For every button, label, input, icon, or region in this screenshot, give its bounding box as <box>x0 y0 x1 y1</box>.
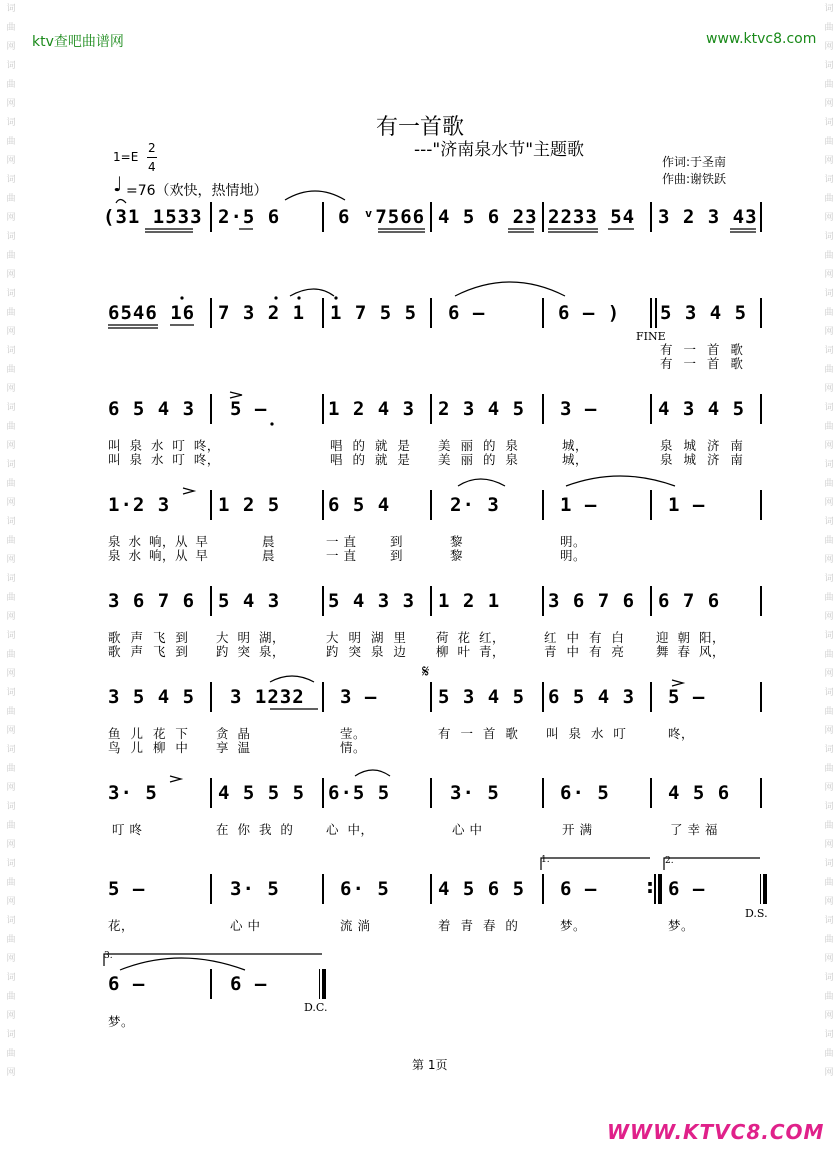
side-watermark-left: 词曲网词曲网词曲网词曲网词曲网词曲网词曲网词曲网词曲网词曲网词曲网词曲网词曲网词曲网词曲网词曲网词曲网词曲网词曲网 <box>6 4 16 1078</box>
volta-bracket <box>541 858 650 870</box>
tie-curve <box>120 958 245 970</box>
fine-marking: FINE <box>636 330 666 343</box>
measure-notes: 4 3 4 5 <box>658 398 746 420</box>
lyric-line-1: 贪 晶 <box>216 726 251 741</box>
measure-notes: 6 5 4 <box>328 494 391 516</box>
lyric-line-1: 在 你 我 的 <box>216 822 294 837</box>
lyric-line-1: 迎 朝 阳， <box>656 630 725 645</box>
measure-notes: 5 – <box>668 686 706 708</box>
measure-notes: 6 – <box>448 302 486 324</box>
measure-notes: 7 3 2 1 <box>218 302 306 324</box>
measure-notes: 3· 5 <box>450 782 500 804</box>
lyric-line-2: 唱 的 就 是 <box>330 452 411 467</box>
lyric-line-1: 开 满 <box>562 822 593 837</box>
lyric-line-1: 城， <box>562 438 589 453</box>
measure-notes: 6 ᵛ7566 <box>338 206 426 228</box>
tie-curve <box>290 289 334 296</box>
measure-notes: 2233 54 <box>548 206 636 228</box>
lyric-line-1: 唱 的 就 是 <box>330 438 411 453</box>
measure-notes: 1 2 1 <box>438 590 501 612</box>
lyric-line-1: 叫 泉 水 叮 <box>546 726 627 741</box>
lyric-line-1: 有 一 首 歌 <box>660 342 744 357</box>
measure-notes: 3 6 7 6 <box>108 590 196 612</box>
measure-notes: 6 7 6 <box>658 590 721 612</box>
lyric-line-1: 心 中 <box>230 918 261 933</box>
lyric-line-2: 柳 叶 青， <box>436 644 505 659</box>
site-logo: WWW.KTVC8.COM <box>607 1120 825 1144</box>
volta-1-label: 1. <box>541 855 550 865</box>
measure-notes: 5 3 4 5 <box>438 686 526 708</box>
measure-notes: 6546 16 <box>108 302 196 324</box>
measure-notes: 5 4 3 <box>218 590 281 612</box>
measure-notes: 4 5 5 5 <box>218 782 306 804</box>
lyric-line-1: 有 一 首 歌 <box>438 726 519 741</box>
lyric-line-2: 泉 水 响，从 早 <box>108 548 209 563</box>
lyric-line-1: 到 <box>390 534 404 549</box>
measure-notes: 3 1232 <box>230 686 305 708</box>
lyric-line-1: 梦。 <box>108 1014 135 1029</box>
tempo-marking: =76（欢快，热情地） <box>126 183 268 199</box>
volta-bracket <box>664 858 760 870</box>
volta-3-label: 3. <box>104 951 113 961</box>
lyric-line-1: 叫 泉 水 叮 咚， <box>108 438 220 453</box>
lyric-line-1: 泉 水 响，从 早 <box>108 534 209 549</box>
lyric-line-1: 心 中 <box>452 822 483 837</box>
volta-2-label: 2. <box>665 856 674 866</box>
accent-mark <box>230 392 242 398</box>
ds-marking: D.S. <box>745 907 768 920</box>
measure-notes: 6 – <box>230 973 268 995</box>
octave-dot <box>334 296 337 299</box>
tie-curve <box>458 479 505 486</box>
lyric-line-1: 大 明 湖 里 <box>326 630 407 645</box>
lyric-line-2: 泉 城 济 南 <box>660 452 744 467</box>
repeat-sign: : <box>646 874 654 898</box>
lyric-line-2: 晨 <box>262 548 276 563</box>
octave-dot <box>274 296 277 299</box>
measure-notes: 1 2 4 3 <box>328 398 416 420</box>
segno-icon: 𝄋 <box>422 662 430 682</box>
lyric-line-2: 歌 声 飞 到 <box>108 644 189 659</box>
lyric-line-1: 着 青 春 的 <box>438 918 519 933</box>
lyric-line-2: 一 直 <box>326 548 357 563</box>
lyric-line-1: 晨 <box>262 534 276 549</box>
measure-notes: (31 1533 <box>103 206 203 228</box>
octave-dot <box>270 422 273 425</box>
lyric-line-1: 莹。 <box>340 726 367 741</box>
lyric-line-1: 鱼 儿 花 下 <box>108 726 189 741</box>
lyricist: 作词:于圣南 <box>662 155 727 169</box>
site-name-left[interactable]: ktv查吧曲谱网 <box>32 34 124 50</box>
measure-notes: 6 – <box>560 878 598 900</box>
measure-notes: 6 – ) <box>558 302 621 324</box>
lyric-line-1: 黎 <box>450 534 464 549</box>
lyric-line-1: 流 淌 <box>340 918 371 933</box>
lyric-line-1: 大 明 湖， <box>216 630 285 645</box>
lyric-line-2: 叫 泉 水 叮 咚， <box>108 452 220 467</box>
measure-notes: 1 2 5 <box>218 494 281 516</box>
quarter-note-icon: ♩ <box>113 172 123 196</box>
composer: 作曲:谢铁跃 <box>662 172 727 186</box>
measure-notes: 6 – <box>668 878 706 900</box>
octave-dot <box>297 296 300 299</box>
dc-marking: D.C. <box>304 1001 328 1014</box>
key-signature: 1=E <box>113 150 139 164</box>
measure-notes: 1 – <box>560 494 598 516</box>
measure-notes: 1 7 5 5 <box>330 302 418 324</box>
lyric-line-1: 心 中， <box>326 822 374 837</box>
measure-notes: 4 5 6 23 <box>438 206 538 228</box>
lyric-line-2: 鸟 儿 柳 中 <box>108 740 189 755</box>
lyric-line-1: 红 中 有 白 <box>544 630 625 645</box>
lyric-line-2: 趵 突 泉， <box>216 644 285 659</box>
measure-notes: 2 3 4 5 <box>438 398 526 420</box>
measure-notes: 5 3 4 5 <box>660 302 748 324</box>
accent-mark <box>170 776 181 782</box>
measure-notes: 3 – <box>560 398 598 420</box>
lyric-line-1: 咚， <box>668 726 695 741</box>
slur-curve <box>355 770 390 776</box>
lyric-line-2: 有 一 首 歌 <box>660 356 744 371</box>
measure-notes: 3 6 7 6 <box>548 590 636 612</box>
lyric-line-1: 叮 咚 <box>112 822 143 837</box>
lyric-line-2: 舞 春 风， <box>656 644 725 659</box>
tie-curve <box>455 282 565 296</box>
measure-notes: 6 5 4 3 <box>108 398 196 420</box>
lyric-line-2: 城， <box>562 452 589 467</box>
side-watermark-right: 词曲网词曲网词曲网词曲网词曲网词曲网词曲网词曲网词曲网词曲网词曲网词曲网词曲网词曲网词曲网词曲网词曲网词曲网词曲网 <box>824 4 834 1078</box>
page-subtitle: ---"济南泉水节"主题歌 <box>414 140 585 160</box>
page-number: 第 1页 <box>412 1058 448 1072</box>
lyric-line-1: 了 幸 福 <box>670 822 718 837</box>
lyric-line-2: 青 中 有 亮 <box>544 644 625 659</box>
site-url-right[interactable]: www.ktvc8.com <box>706 31 817 47</box>
measure-notes: 3 2 3 43 <box>658 206 758 228</box>
lyric-line-2: 明。 <box>560 548 587 563</box>
lyric-line-2: 享 温 <box>216 740 251 755</box>
lyric-line-1: 泉 城 济 南 <box>660 438 744 453</box>
measure-notes: 4 5 6 <box>668 782 731 804</box>
slur-curve <box>270 676 314 682</box>
lyric-line-1: 歌 声 飞 到 <box>108 630 189 645</box>
slur-curve <box>285 191 345 200</box>
lyric-line-1: 荷 花 红， <box>436 630 505 645</box>
measure-notes: 6 – <box>108 973 146 995</box>
lyric-line-2: 美 丽 的 泉 <box>438 452 519 467</box>
measure-notes: 5 4 3 3 <box>328 590 416 612</box>
measure-notes: 2·5 6 <box>218 206 281 228</box>
measure-notes: 3· 5 <box>230 878 280 900</box>
measure-notes: 6· 5 <box>560 782 610 804</box>
lyric-line-1: 花， <box>108 918 135 933</box>
lyric-line-2: 情。 <box>340 740 367 755</box>
measure-notes: 2· 3 <box>450 494 500 516</box>
accent-mark <box>672 680 683 686</box>
time-signature-top: 2 <box>148 141 156 155</box>
measure-notes: 3 – <box>340 686 378 708</box>
measure-notes: 1·2 3 <box>108 494 171 516</box>
lyric-line-2: 黎 <box>450 548 464 563</box>
accent-mark <box>183 488 194 494</box>
time-signature-bottom: 4 <box>148 160 156 174</box>
page-title: 有一首歌 <box>375 115 464 140</box>
measure-notes: 6· 5 <box>340 878 390 900</box>
lyric-line-1: 一 直 <box>326 534 357 549</box>
lyric-line-1: 美 丽 的 泉 <box>438 438 519 453</box>
measure-notes: 3 5 4 5 <box>108 686 196 708</box>
measure-notes: 4 5 6 5 <box>438 878 526 900</box>
lyric-line-1: 梦。 <box>668 918 695 933</box>
measure-notes: 6·5 5 <box>328 782 391 804</box>
lyric-line-2: 到 <box>390 548 404 563</box>
measure-notes: 1 – <box>668 494 706 516</box>
measure-notes: 5 – <box>230 398 268 420</box>
lyric-line-1: 梦。 <box>560 918 587 933</box>
tie-curve <box>116 200 126 204</box>
octave-dot <box>180 296 183 299</box>
lyric-line-1: 明。 <box>560 534 587 549</box>
measure-notes: 6 5 4 3 <box>548 686 636 708</box>
measure-notes: 3· 5 <box>108 782 158 804</box>
measure-notes: 5 – <box>108 878 146 900</box>
lyric-line-2: 趵 突 泉 边 <box>326 644 407 659</box>
tie-curve <box>566 476 675 486</box>
